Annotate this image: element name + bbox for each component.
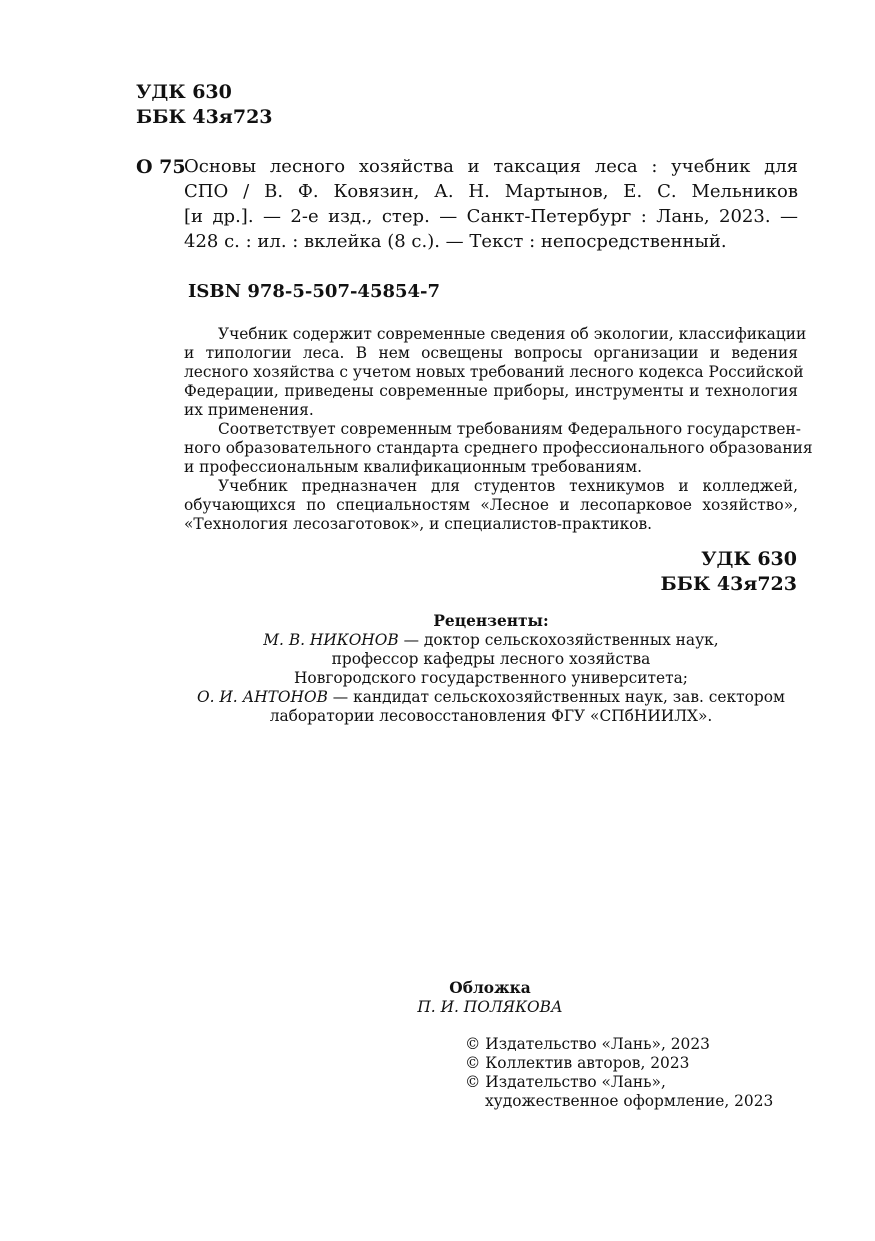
annotation-line: Учебник содержит современные сведения об экологии, классификации xyxy=(218,325,807,343)
reviewer-1-row xyxy=(184,631,798,650)
author-code: О 75 xyxy=(136,156,186,178)
classification-block-right xyxy=(660,547,797,597)
reviewers-heading: Рецензенты: xyxy=(433,612,549,630)
annotation-line: обучающихся по специальностям «Лесное и лесопарковое хозяйство», xyxy=(184,496,798,514)
annotation-line: ного образовательного стандарта среднего профессионального образования xyxy=(184,439,813,457)
biblio-line: 428 с. : ил. : вклейка (8 с.). — Текст : непосредственный. xyxy=(184,231,727,252)
copyright-line: © Издательство «Лань», 2023 xyxy=(465,1035,710,1053)
biblio-line: [и др.]. — 2-е изд., стер. — Санкт-Петербург : Лань, 2023. — xyxy=(184,206,798,227)
reviewers-block xyxy=(184,612,798,726)
biblio-line: Основы лесного хозяйства и таксация леса : учебник для xyxy=(184,156,798,177)
reviewer-2-name: О. И. АНТОНОВ xyxy=(196,688,328,706)
bibliographic-record xyxy=(184,154,798,254)
udk-code: УДК 630 xyxy=(136,81,232,103)
classification-block-top xyxy=(136,80,273,130)
cover-artist: П. И. ПОЛЯКОВА xyxy=(417,998,563,1016)
reviewer-1-name: М. В. НИКОНОВ xyxy=(263,631,399,649)
isbn: ISBN 978-5-507-45854-7 xyxy=(188,281,441,302)
annotation-line: Учебник предназначен для студентов техникумов и колледжей, xyxy=(218,477,798,495)
reviewer-2-affiliation: лаборатории лесовосстановления ФГУ «СПбНИИЛХ». xyxy=(269,707,713,725)
reviewer-1-position: профессор кафедры лесного хозяйства xyxy=(331,650,651,668)
copyright-line: © Коллектив авторов, 2023 xyxy=(465,1054,690,1072)
reviewer-1-title: — доктор сельскохозяйственных наук, xyxy=(398,631,719,649)
cover-heading: Обложка xyxy=(449,979,531,997)
udk-code: УДК 630 xyxy=(701,548,797,570)
reviewer-2-row xyxy=(184,688,798,707)
reviewer-2-title: — кандидат сельскохозяйственных наук, зав. сектором xyxy=(327,688,785,706)
bbk-code: ББК 43я723 xyxy=(660,573,797,595)
annotation-line: лесного хозяйства с учетом новых требований лесного кодекса Российской xyxy=(184,363,804,381)
annotation-line: «Технология лесозаготовок», и специалистов-практиков. xyxy=(184,515,653,533)
annotation-line: и типологии леса. В нем освещены вопросы организации и ведения xyxy=(184,344,798,362)
annotation xyxy=(184,325,813,534)
copyright-line: художественное оформление, 2023 xyxy=(485,1092,774,1110)
copyright-line: © Издательство «Лань», xyxy=(465,1073,666,1091)
annotation-line: Соответствует современным требованиям Федерального государствен- xyxy=(218,420,801,438)
cover-credit xyxy=(380,979,600,1017)
reviewer-1-affiliation: Новгородского государственного университета; xyxy=(294,669,688,687)
copyright-block xyxy=(465,1035,773,1111)
annotation-line: и профессиональным квалификационным требованиям. xyxy=(184,458,642,476)
annotation-line: их применения. xyxy=(184,401,314,419)
biblio-line: СПО / В. Ф. Ковязин, А. Н. Мартынов, Е. С. Мельников xyxy=(184,181,798,202)
annotation-line: Федерации, приведены современные приборы, инструменты и технология xyxy=(184,382,798,400)
bbk-code: ББК 43я723 xyxy=(136,106,273,128)
